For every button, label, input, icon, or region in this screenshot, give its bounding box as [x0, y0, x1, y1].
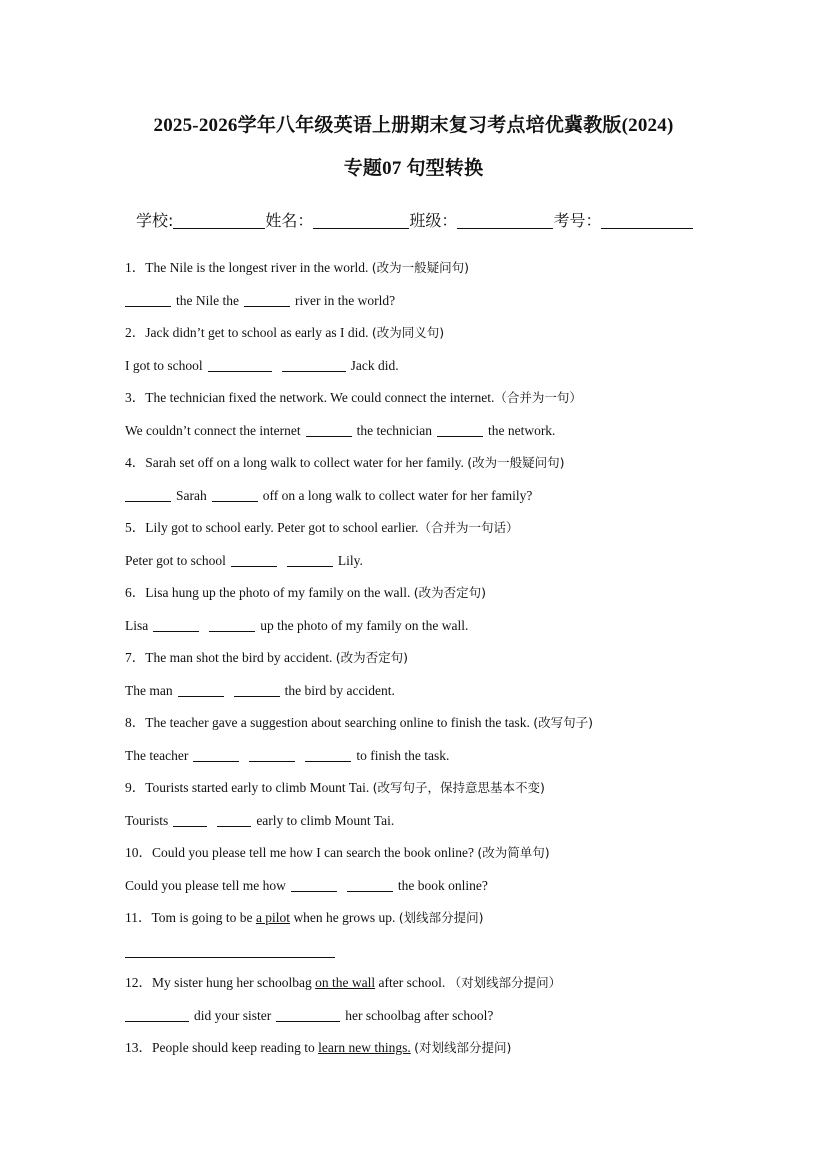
question-1: 1．The Nile is the longest river in the world. (改为一般疑问句): [125, 260, 469, 275]
name-label: 姓名：: [265, 211, 314, 230]
question-2: 2．Jack didn’t get to school as early as I did. (改为同义句): [125, 325, 445, 340]
school-label: 学校:: [136, 211, 174, 230]
question-12: 12．My sister hung her schoolbag on the wall after school. （对划线部分提问）: [125, 975, 562, 990]
answer-blank[interactable]: [437, 424, 483, 437]
answer-blank[interactable]: [209, 619, 255, 632]
answer-blank[interactable]: [347, 879, 393, 892]
question-7: 7．The man shot the bird by accident. (改为否定句): [125, 650, 408, 665]
answer-blank[interactable]: [287, 554, 333, 567]
answer-6: Lisa up the photo of my family on the wall.: [125, 618, 469, 633]
answer-7: The man the bird by accident.: [125, 683, 395, 698]
answer-blank[interactable]: [217, 814, 251, 827]
answer-1: the Nile the river in the world?: [125, 293, 395, 309]
answer-blank[interactable]: [208, 359, 272, 372]
underlined-part: a pilot: [255, 910, 291, 925]
answer-4: Sarah off on a long walk to collect water for her family?: [125, 488, 532, 504]
answer-blank[interactable]: [291, 879, 337, 892]
answer-3: We couldn’t connect the internet the technician the network.: [125, 423, 556, 438]
question-5: 5．Lily got to school early. Peter got to school earlier.（合并为一句话）: [125, 520, 519, 535]
question-4: 4．Sarah set off on a long walk to collect water for her family. (改为一般疑问句): [125, 455, 565, 470]
question-9: 9．Tourists started early to climb Mount Tai. (改写句子，保持意思基本不变): [125, 780, 545, 795]
answer-blank[interactable]: [193, 749, 239, 762]
answer-8: The teacher to finish the task.: [125, 748, 450, 763]
answer-blank[interactable]: [153, 619, 199, 632]
student-info-row: [136, 208, 693, 231]
answer-11-line[interactable]: [125, 957, 335, 958]
answer-blank[interactable]: [231, 554, 277, 567]
answer-blank[interactable]: [305, 749, 351, 762]
answer-9: Tourists early to climb Mount Tai.: [125, 813, 395, 828]
answer-blank[interactable]: [173, 814, 207, 827]
question-8: 8．The teacher gave a suggestion about searching online to finish the task. (改写句子): [125, 715, 594, 730]
answer-blank[interactable]: [212, 489, 258, 502]
worksheet-subtitle: 专题07 句型转换: [343, 158, 484, 179]
answer-blank[interactable]: [234, 684, 280, 697]
answer-blank[interactable]: [178, 684, 224, 697]
exam-no-label: 考号：: [553, 211, 602, 230]
answer-10: Could you please tell me how the book online?: [125, 878, 488, 893]
answer-5: Peter got to school Lily.: [125, 553, 363, 568]
answer-blank[interactable]: [244, 294, 290, 307]
school-field[interactable]: [173, 212, 265, 229]
answer-blank[interactable]: [125, 489, 171, 502]
name-field[interactable]: [313, 212, 409, 229]
answer-blank[interactable]: [276, 1009, 340, 1022]
underlined-part: on the wall: [315, 975, 376, 990]
answer-blank[interactable]: [125, 294, 171, 307]
underlined-part: learn new things.: [318, 1040, 411, 1055]
answer-12: did your sister her schoolbag after school?: [125, 1008, 493, 1024]
question-10: 10．Could you please tell me how I can search the book online? (改为简单句): [125, 845, 550, 860]
exam-no-field[interactable]: [601, 212, 693, 229]
answer-blank[interactable]: [249, 749, 295, 762]
question-3: 3．The technician fixed the network. We could connect the internet.（合并为一句）: [125, 390, 582, 405]
answer-blank[interactable]: [306, 424, 352, 437]
answer-blank[interactable]: [125, 1009, 189, 1022]
class-label: 班级：: [409, 211, 458, 230]
question-6: 6．Lisa hung up the photo of my family on the wall. (改为否定句): [125, 585, 486, 600]
answer-2: I got to school Jack did.: [125, 358, 399, 373]
question-13: 13．People should keep reading to learn new things. (对划线部分提问): [125, 1040, 512, 1055]
answer-blank[interactable]: [282, 359, 346, 372]
class-field[interactable]: [457, 212, 553, 229]
worksheet-title: 2025-2026学年八年级英语上册期末复习考点培优冀教版(2024): [153, 115, 674, 136]
question-11: 11．Tom is going to be a pilot when he grows up. (划线部分提问): [125, 910, 484, 925]
